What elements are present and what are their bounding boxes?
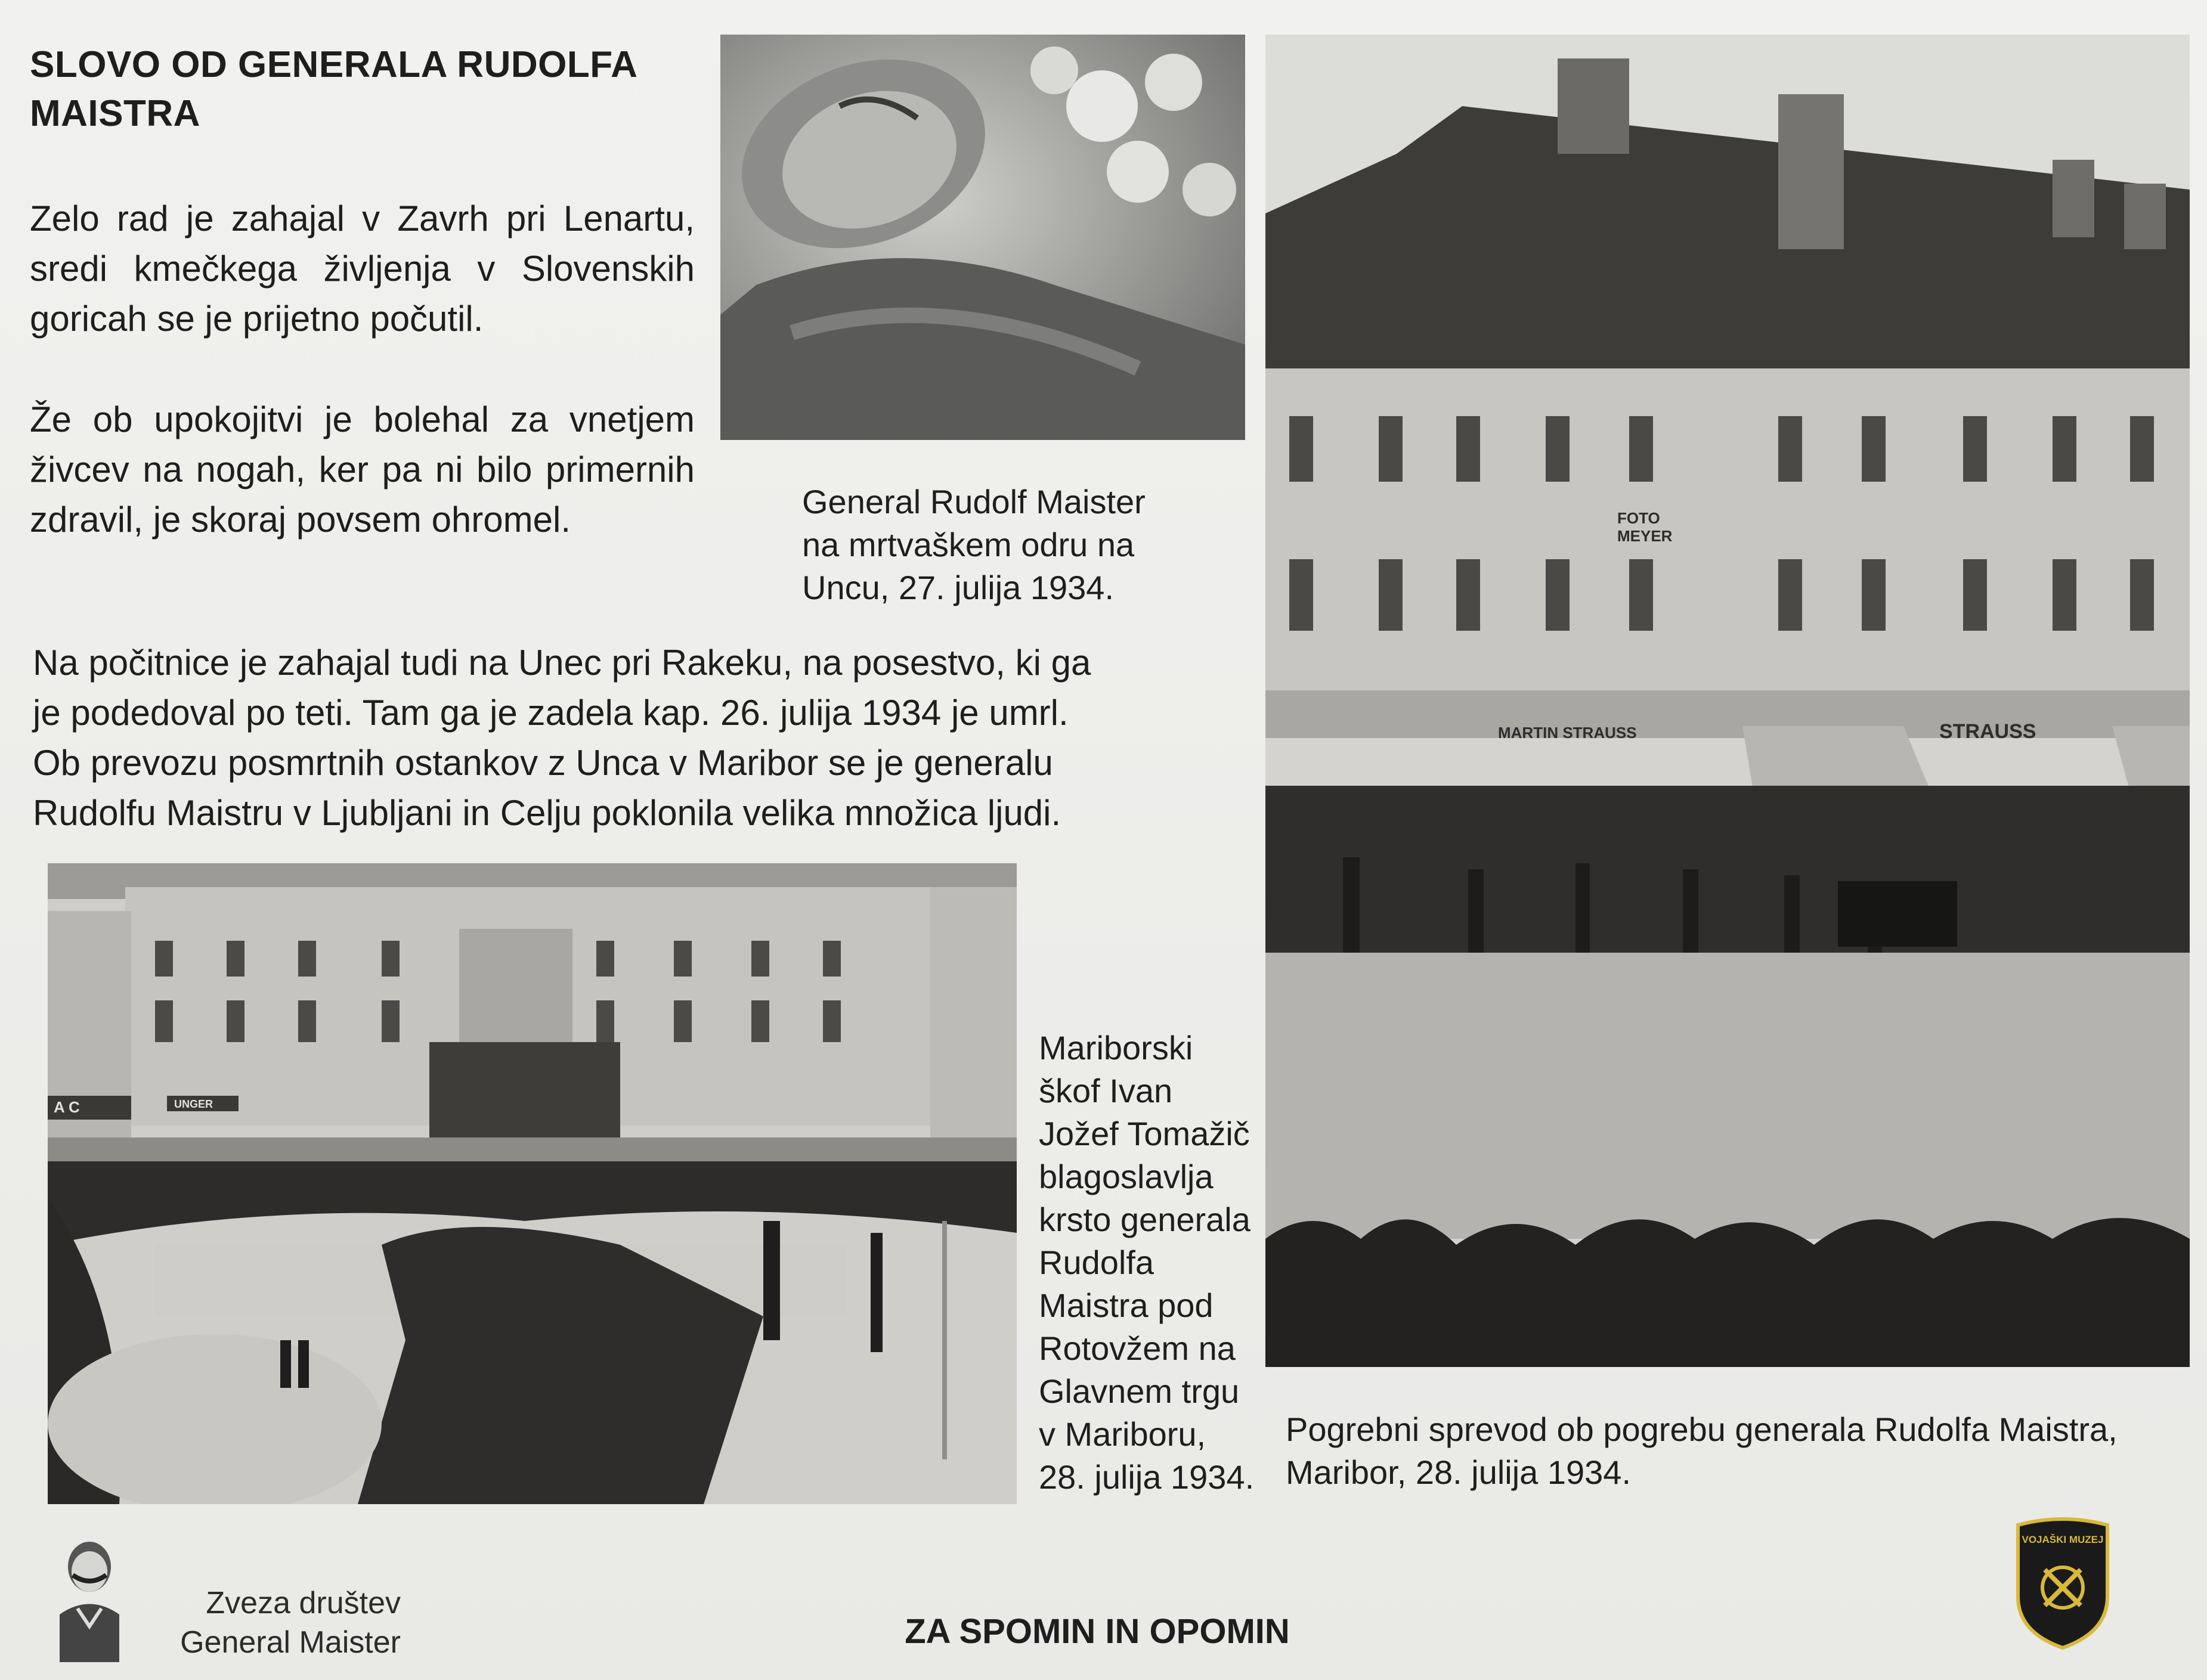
sign-martin-strauss: MARTIN STRAUSS <box>1498 724 1637 742</box>
photo-deathbed <box>720 35 1245 440</box>
paragraph-unec-line: je podedoval po teti. Tam ga je zadela kap. 26. julija 1934 je umrl. <box>33 693 1069 733</box>
caption-line: krsto generala <box>1039 1201 1250 1238</box>
military-museum-badge-icon <box>2012 1513 2113 1650</box>
sign-strauss: STRAUSS <box>1939 720 2036 743</box>
caption-line: Maistra pod <box>1039 1287 1214 1324</box>
caption-line: Mariborski <box>1039 1029 1193 1067</box>
caption-line: Maribor, 28. julija 1934. <box>1286 1453 1632 1491</box>
caption-line: Glavnem trgu <box>1039 1372 1240 1410</box>
caption-line: v Mariboru, <box>1039 1415 1206 1453</box>
caption-line: škof Ivan <box>1039 1072 1173 1109</box>
sign-unger: UNGER <box>174 1098 213 1110</box>
organization-line: Zveza društev <box>206 1586 401 1620</box>
badge-text: VOJAŠKI MUZEJ <box>2022 1534 2104 1545</box>
organization-name <box>132 1583 401 1662</box>
footer-motto: ZA SPOMIN IN OPOMIN <box>905 1612 1290 1651</box>
caption-line: blagoslavlja <box>1039 1158 1214 1195</box>
sign-ac: A C <box>54 1098 80 1116</box>
caption-line: 28. julija 1934. <box>1039 1458 1255 1496</box>
caption-line: General Rudolf Maister <box>802 483 1146 520</box>
paragraph-unec-line: Na počitnice je zahajal tudi na Unec pri Rakeku, na posestvo, ki ga <box>33 643 1091 683</box>
paragraph-zavrh: Zelo rad je zahajal v Zavrh pri Lenartu, sredi kmečkega življenja v Slovenskih goricah se je prijetno počutil. <box>30 199 695 339</box>
paragraph-unec <box>33 638 1225 838</box>
caption-deathbed <box>802 481 1243 609</box>
caption-line: Rotovžem na <box>1039 1329 1236 1367</box>
sign-foto-meyer: FOTO MEYER <box>1617 509 1673 545</box>
paragraph-unec-line: Ob prevozu posmrtnih ostankov z Unca v Maribor se je generalu <box>33 743 1053 783</box>
caption-line: Pogrebni sprevod ob pogrebu generala Rudolfa Maistra, <box>1286 1411 2118 1448</box>
organization-line: General Maister <box>180 1625 401 1660</box>
page-title: SLOVO OD GENERALA RUDOLFA MAISTRA <box>30 44 637 134</box>
caption-line: Jožef Tomažič <box>1039 1115 1250 1152</box>
paragraph-unec-line: Rudolfu Maistru v Ljubljani in Celju poklonila velika množica ljudi. <box>33 793 1061 833</box>
paragraph-illness: Že ob upokojitvi je bolehal za vnetjem živcev na nogah, ker pa ni bilo primernih zdravil, je skoraj povsem ohromel. <box>30 399 695 540</box>
caption-line: Uncu, 27. julija 1934. <box>802 569 1115 606</box>
caption-line: na mrtvaškem odru na <box>802 526 1135 563</box>
maister-portrait-logo <box>48 1537 131 1662</box>
caption-blessing <box>1039 1027 1277 1499</box>
photo-blessing-square <box>48 863 1017 1504</box>
caption-funeral <box>1286 1408 2192 1494</box>
photo-funeral-procession <box>1265 35 2190 1367</box>
caption-line: Rudolfa <box>1039 1244 1154 1281</box>
